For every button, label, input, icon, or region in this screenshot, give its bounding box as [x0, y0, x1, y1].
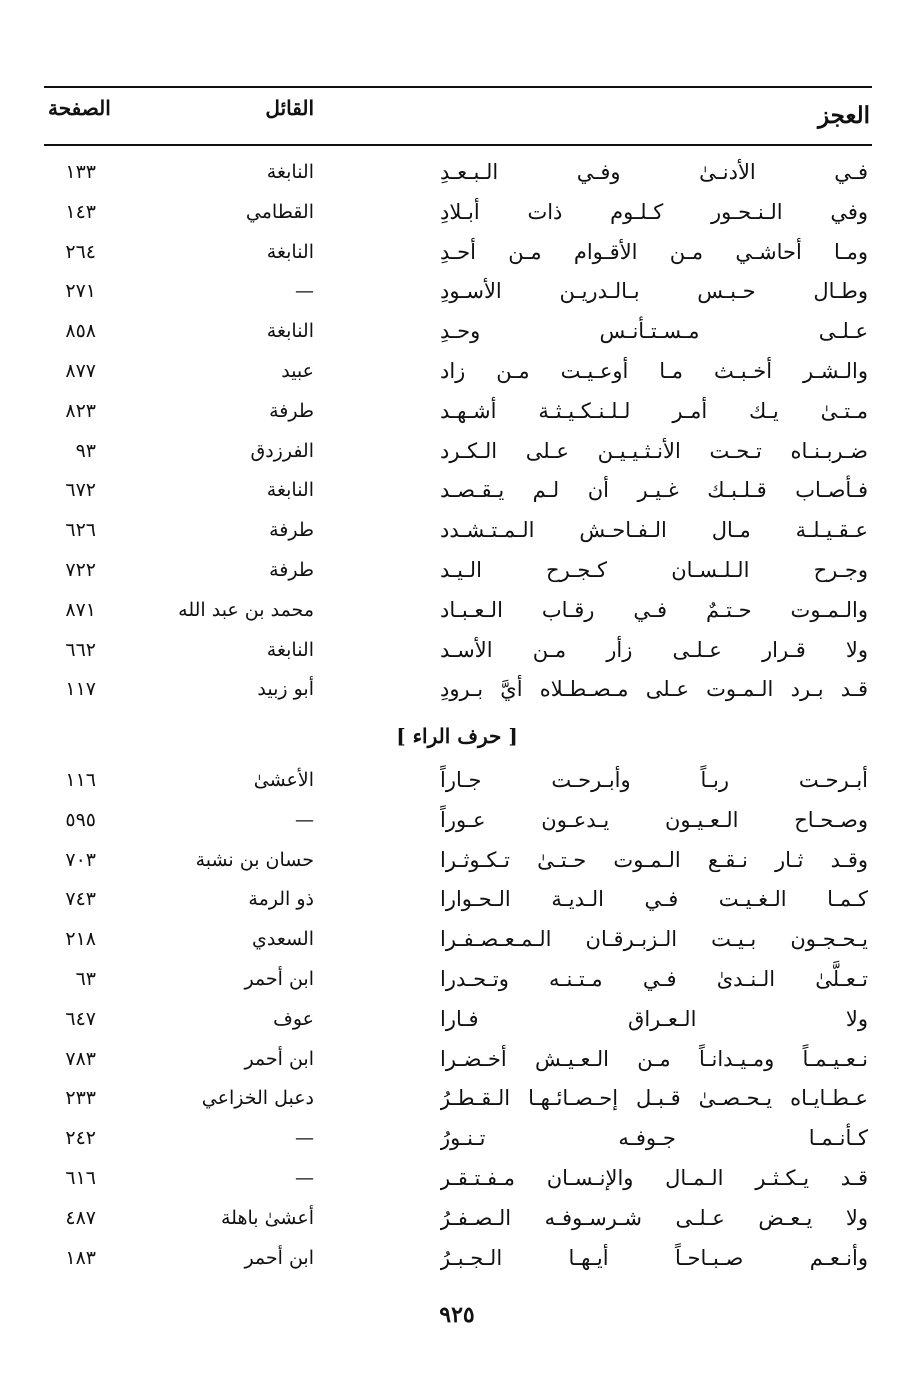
page-ref: ٢٣٣ [65, 1087, 96, 1110]
table-row [0, 1039, 914, 1079]
page-ref: ٦٦٢ [65, 638, 96, 661]
page-ref: ١٣٣ [65, 161, 96, 183]
table-row [0, 1158, 914, 1198]
table-row [0, 391, 914, 431]
verse-text: فـأصـاب قـلـبـك غـيـر أن لـم يـقـصـد [440, 478, 868, 503]
poet-name: — [295, 280, 314, 303]
table-row [0, 1238, 914, 1278]
poet-name: أعشىٰ باهلة [220, 1206, 314, 1229]
poet-name: — [295, 808, 314, 831]
poet-name: أبو زبيد [257, 678, 314, 701]
verse-text: عـقـيـلـة مـال الـفـاحـش الـمـتـشـدد [440, 518, 868, 543]
poet-name: النابغة [266, 240, 314, 263]
page-ref: ٧٠٣ [65, 848, 96, 871]
poet-name: السعدي [251, 928, 314, 951]
poet-name: ابن أحمر [244, 1246, 314, 1269]
poet-name: دعبل الخزاعي [201, 1087, 314, 1110]
table-row [0, 152, 914, 192]
page-ref: ٢٦٤ [65, 240, 96, 263]
table-row [0, 510, 914, 550]
verse-text: قـد بـرد الـمـوت عـلى مـصـطـلاه أيَّ بـرودِ [440, 677, 868, 702]
page-ref: ٢٧١ [65, 280, 96, 303]
page-ref: ٨٧١ [65, 598, 96, 621]
table-row [0, 999, 914, 1039]
verse-text: قـد يـكـثـر الـمـال والإنـسـان مـفـتـقـر [440, 1166, 868, 1190]
verse-text: كـأنـمـا جـوفـه تـنـورُ [440, 1126, 868, 1151]
poet-name: عوف [273, 1007, 314, 1030]
poet-name: ابن أحمر [244, 1047, 314, 1070]
poet-name: الأعشىٰ [253, 769, 314, 791]
verse-text: تـعـلَّىٰ الـنـدىٰ فـي مـتـنـه وتـحـدرا [440, 967, 868, 991]
poet-name: النابغة [266, 638, 314, 661]
verse-text: كـمـا الـغـيـت فـي الـديـة الـحـوارا [440, 887, 868, 912]
poet-name: ذو الرمة [248, 888, 314, 911]
verse-text: مـتـىٰ يـك أمـر لـلـنـكـيـثـة أشـهـد [440, 398, 868, 423]
table-row [0, 760, 914, 800]
verse-text: يـحـجـون بـيـت الـزبـرقـان الـمـعـصـفـرا [440, 927, 868, 952]
page-ref: ٧٢٢ [65, 559, 96, 581]
page-ref: ٦٢٦ [65, 519, 96, 542]
table-row [0, 351, 914, 391]
poet-name: — [295, 1127, 314, 1150]
verse-text: وأنـعـم صـبـاحـاً أيـهـا الـجـبـرُ [440, 1245, 868, 1270]
verse-text: وفي الـنـحـور كـلـوم ذات أبـلادِ [440, 199, 868, 224]
page-ref: ٦٣ [75, 968, 96, 990]
verse-text: عـطـايـاه يـحـصـىٰ قـبـل إحـصـائـهـا الـقـطـرُ [440, 1086, 868, 1111]
page-ref: ١٨٣ [65, 1246, 96, 1269]
page-ref: ٧٤٣ [65, 888, 96, 911]
table-row [0, 311, 914, 351]
page-ref: ١١٧ [65, 678, 96, 701]
page-ref: ٩٣ [75, 439, 96, 462]
header-page-column: الصفحة [48, 96, 111, 120]
verse-text: ومـا أحاشـي مـن الأقـوام مـن أحـدِ [440, 239, 868, 264]
table-row [0, 192, 914, 232]
poet-name: النابغة [266, 161, 314, 183]
table-row [0, 800, 914, 840]
top-rule [44, 86, 872, 88]
verse-text: والـشـر أخـبـث مـا أوعـيـت مـن زاد [440, 359, 868, 383]
verse-text: وقـد ثـار نـقـع الـمـوت حـتـىٰ تـكـوثـرا [440, 847, 868, 872]
page-ref: ٨٢٣ [65, 399, 96, 422]
header-poet-column: القائل [265, 96, 314, 120]
table-row [0, 431, 914, 471]
poet-name: طرفة [269, 399, 314, 422]
table-row [0, 879, 914, 919]
poet-name: — [295, 1167, 314, 1189]
table-row [0, 590, 914, 630]
page-ref: ٦٤٧ [65, 1007, 96, 1030]
page-ref: ١١٦ [65, 769, 96, 791]
verse-text: وصـحـاح الـعـيـون يـدعـون عـوراً [440, 807, 868, 832]
table-row [0, 470, 914, 510]
page-ref: ٢١٨ [65, 928, 96, 951]
table-row [0, 1118, 914, 1158]
page-ref: ١٤٣ [65, 200, 96, 223]
section-title-ra: [ حرف الراء ] [396, 724, 518, 748]
verse-text: وطـال حـبـس بـالـدريـن الأسـودِ [440, 279, 868, 304]
verse-text: وجـرح الـلـسـان كـجـرح الـيـد [440, 558, 868, 582]
page-ref: ٦٧٢ [65, 479, 96, 502]
page-number: ٩٢٥ [439, 1302, 475, 1328]
poet-name: ابن أحمر [244, 968, 314, 990]
page-ref: ٦١٦ [65, 1167, 96, 1189]
poet-name: النابغة [266, 479, 314, 502]
table-row [0, 550, 914, 590]
page-ref: ٥٩٥ [65, 808, 96, 831]
verse-text: فـي الأدنـىٰ وفـي الـبـعـدِ [440, 160, 868, 184]
poet-name: النابغة [266, 320, 314, 343]
page-ref: ٨٧٧ [65, 360, 96, 382]
page-ref: ٨٥٨ [65, 320, 96, 343]
verse-text: والـمـوت حـتـمٌ فـي رقـاب الـعـبـاد [440, 597, 868, 622]
verse-text: ولا قـرار عـلـى زأر مـن الأسـد [440, 637, 868, 662]
page-ref: ٤٨٧ [65, 1206, 96, 1229]
poet-name: حسان بن نشبة [195, 848, 314, 871]
poet-name: عبيد [281, 360, 314, 382]
page-ref: ٢٤٢ [65, 1127, 96, 1150]
table-row [0, 232, 914, 272]
verse-text: عـلـى مـسـتـأنـس وحـدِ [440, 319, 868, 344]
poet-name: طرفة [269, 559, 314, 581]
page-ref: ٧٨٣ [65, 1047, 96, 1070]
table-row [0, 919, 914, 959]
table-row [0, 840, 914, 880]
poet-name: القطامي [245, 200, 314, 223]
table-row [0, 1198, 914, 1238]
table-row [0, 959, 914, 999]
verse-text: ولا يـعـض عـلـى شـرسـوفـه الـصـفـرُ [440, 1205, 868, 1230]
table-row [0, 271, 914, 311]
header-verse-column: العجز [817, 102, 870, 129]
poet-name: محمد بن عبد الله [178, 598, 314, 621]
verse-text: أبـرحـت ربـاً وأبـرحـت جـاراً [440, 768, 868, 792]
table-row [0, 1078, 914, 1118]
verse-text: نـعـيـمـاً ومـيـدانـاً مـن الـعـيـش أخـضـرا [440, 1046, 868, 1071]
poet-name: الفرزدق [250, 439, 314, 462]
table-row [0, 669, 914, 709]
poet-name: طرفة [269, 519, 314, 542]
header-rule [44, 144, 872, 146]
table-row [0, 630, 914, 670]
verse-text: ضـربـنـاه تـحـت الأنـثـيـيـن عـلى الـكـرد [440, 438, 868, 463]
verse-text: ولا الـعـراق فـارا [440, 1006, 868, 1031]
